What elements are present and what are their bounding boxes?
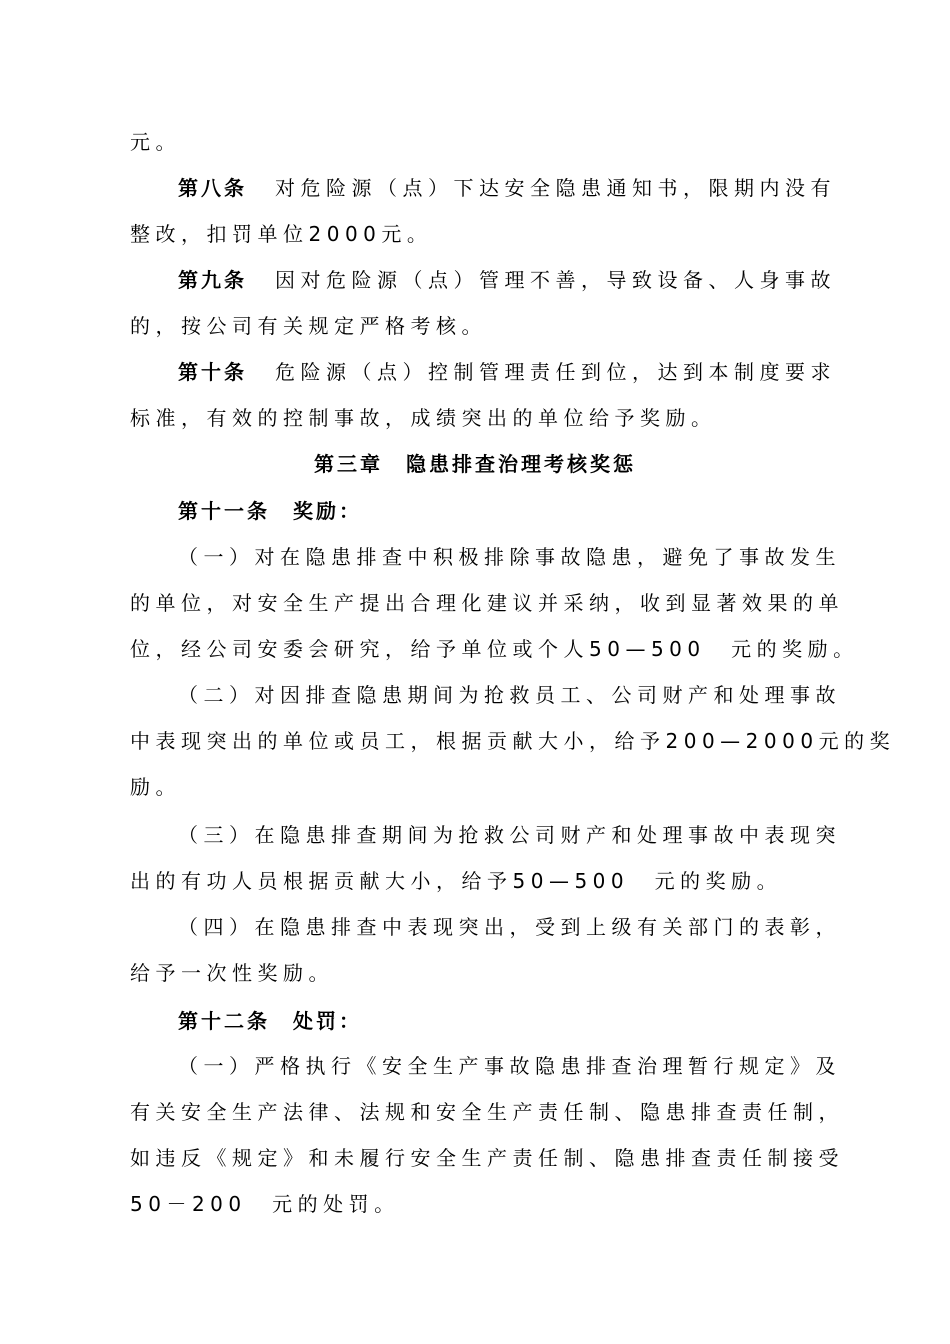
paragraph-line: 位，经公司安委会研究，给予单位或个人50—500 元的奖励。: [130, 637, 859, 661]
text-span: 对危险源（点）下达安全隐患通知书，限期内没有: [275, 176, 836, 200]
paragraph-line: 有关安全生产法律、法规和安全生产责任制、隐患排查责任制，: [130, 1100, 844, 1124]
paragraph-line: 的单位，对安全生产提出合理化建议并采纳，收到显著效果的单: [130, 591, 844, 615]
paragraph-line: （四）在隐患排查中表现突出，受到上级有关部门的表彰，: [178, 915, 841, 939]
text-line: [130, 128, 830, 156]
paragraph-line: （一）对在隐患排查中积极排除事故隐患，避免了事故发生: [178, 545, 841, 569]
article-8-line-1: [178, 174, 836, 202]
chapter-heading: 第三章 隐患排查治理考核奖惩: [314, 452, 636, 476]
article-9-line-2: [130, 312, 830, 340]
paragraph-line: 如违反《规定》和未履行安全生产责任制、隐患排查责任制接受: [130, 1146, 844, 1170]
text-span: 因对危险源（点）管理不善，导致设备、人身事故: [275, 268, 836, 292]
text-span: 整改，扣罚单位2000元。: [130, 222, 433, 246]
article-8-title: 第八条: [178, 176, 247, 200]
article-10-title: 第十条: [178, 360, 247, 384]
paragraph-line: 中表现突出的单位或员工，根据贡献大小，给予200—2000元的奖: [130, 729, 896, 753]
text-span: 标准，有效的控制事故，成绩突出的单位给予奖励。: [130, 406, 717, 430]
article-10-line-1: [178, 358, 836, 386]
article-12-title: 第十二条 处罚：: [178, 1009, 362, 1033]
paragraph-line: 50－200 元的处罚。: [130, 1192, 400, 1216]
paragraph-line: 给予一次性奖励。: [130, 961, 334, 985]
article-8-line-2: [130, 220, 830, 248]
article-10-line-2: [130, 404, 830, 432]
text-span: 的，按公司有关规定严格考核。: [130, 314, 487, 338]
article-9-line-1: [178, 266, 836, 294]
article-9-title: 第九条: [178, 268, 247, 292]
text-span: 危险源（点）控制管理责任到位，达到本制度要求: [275, 360, 836, 384]
paragraph-line: 励。: [130, 775, 181, 799]
text-span: 元。: [130, 130, 181, 154]
paragraph-line: （二）对因排查隐患期间为抢救员工、公司财产和处理事故: [178, 683, 841, 707]
article-11-title: 第十一条 奖励：: [178, 499, 362, 523]
paragraph-line: （一）严格执行《安全生产事故隐患排查治理暂行规定》及: [178, 1054, 841, 1078]
paragraph-line: （三）在隐患排查期间为抢救公司财产和处理事故中表现突: [178, 823, 841, 847]
paragraph-line: 出的有功人员根据贡献大小，给予50—500 元的奖励。: [130, 869, 783, 893]
